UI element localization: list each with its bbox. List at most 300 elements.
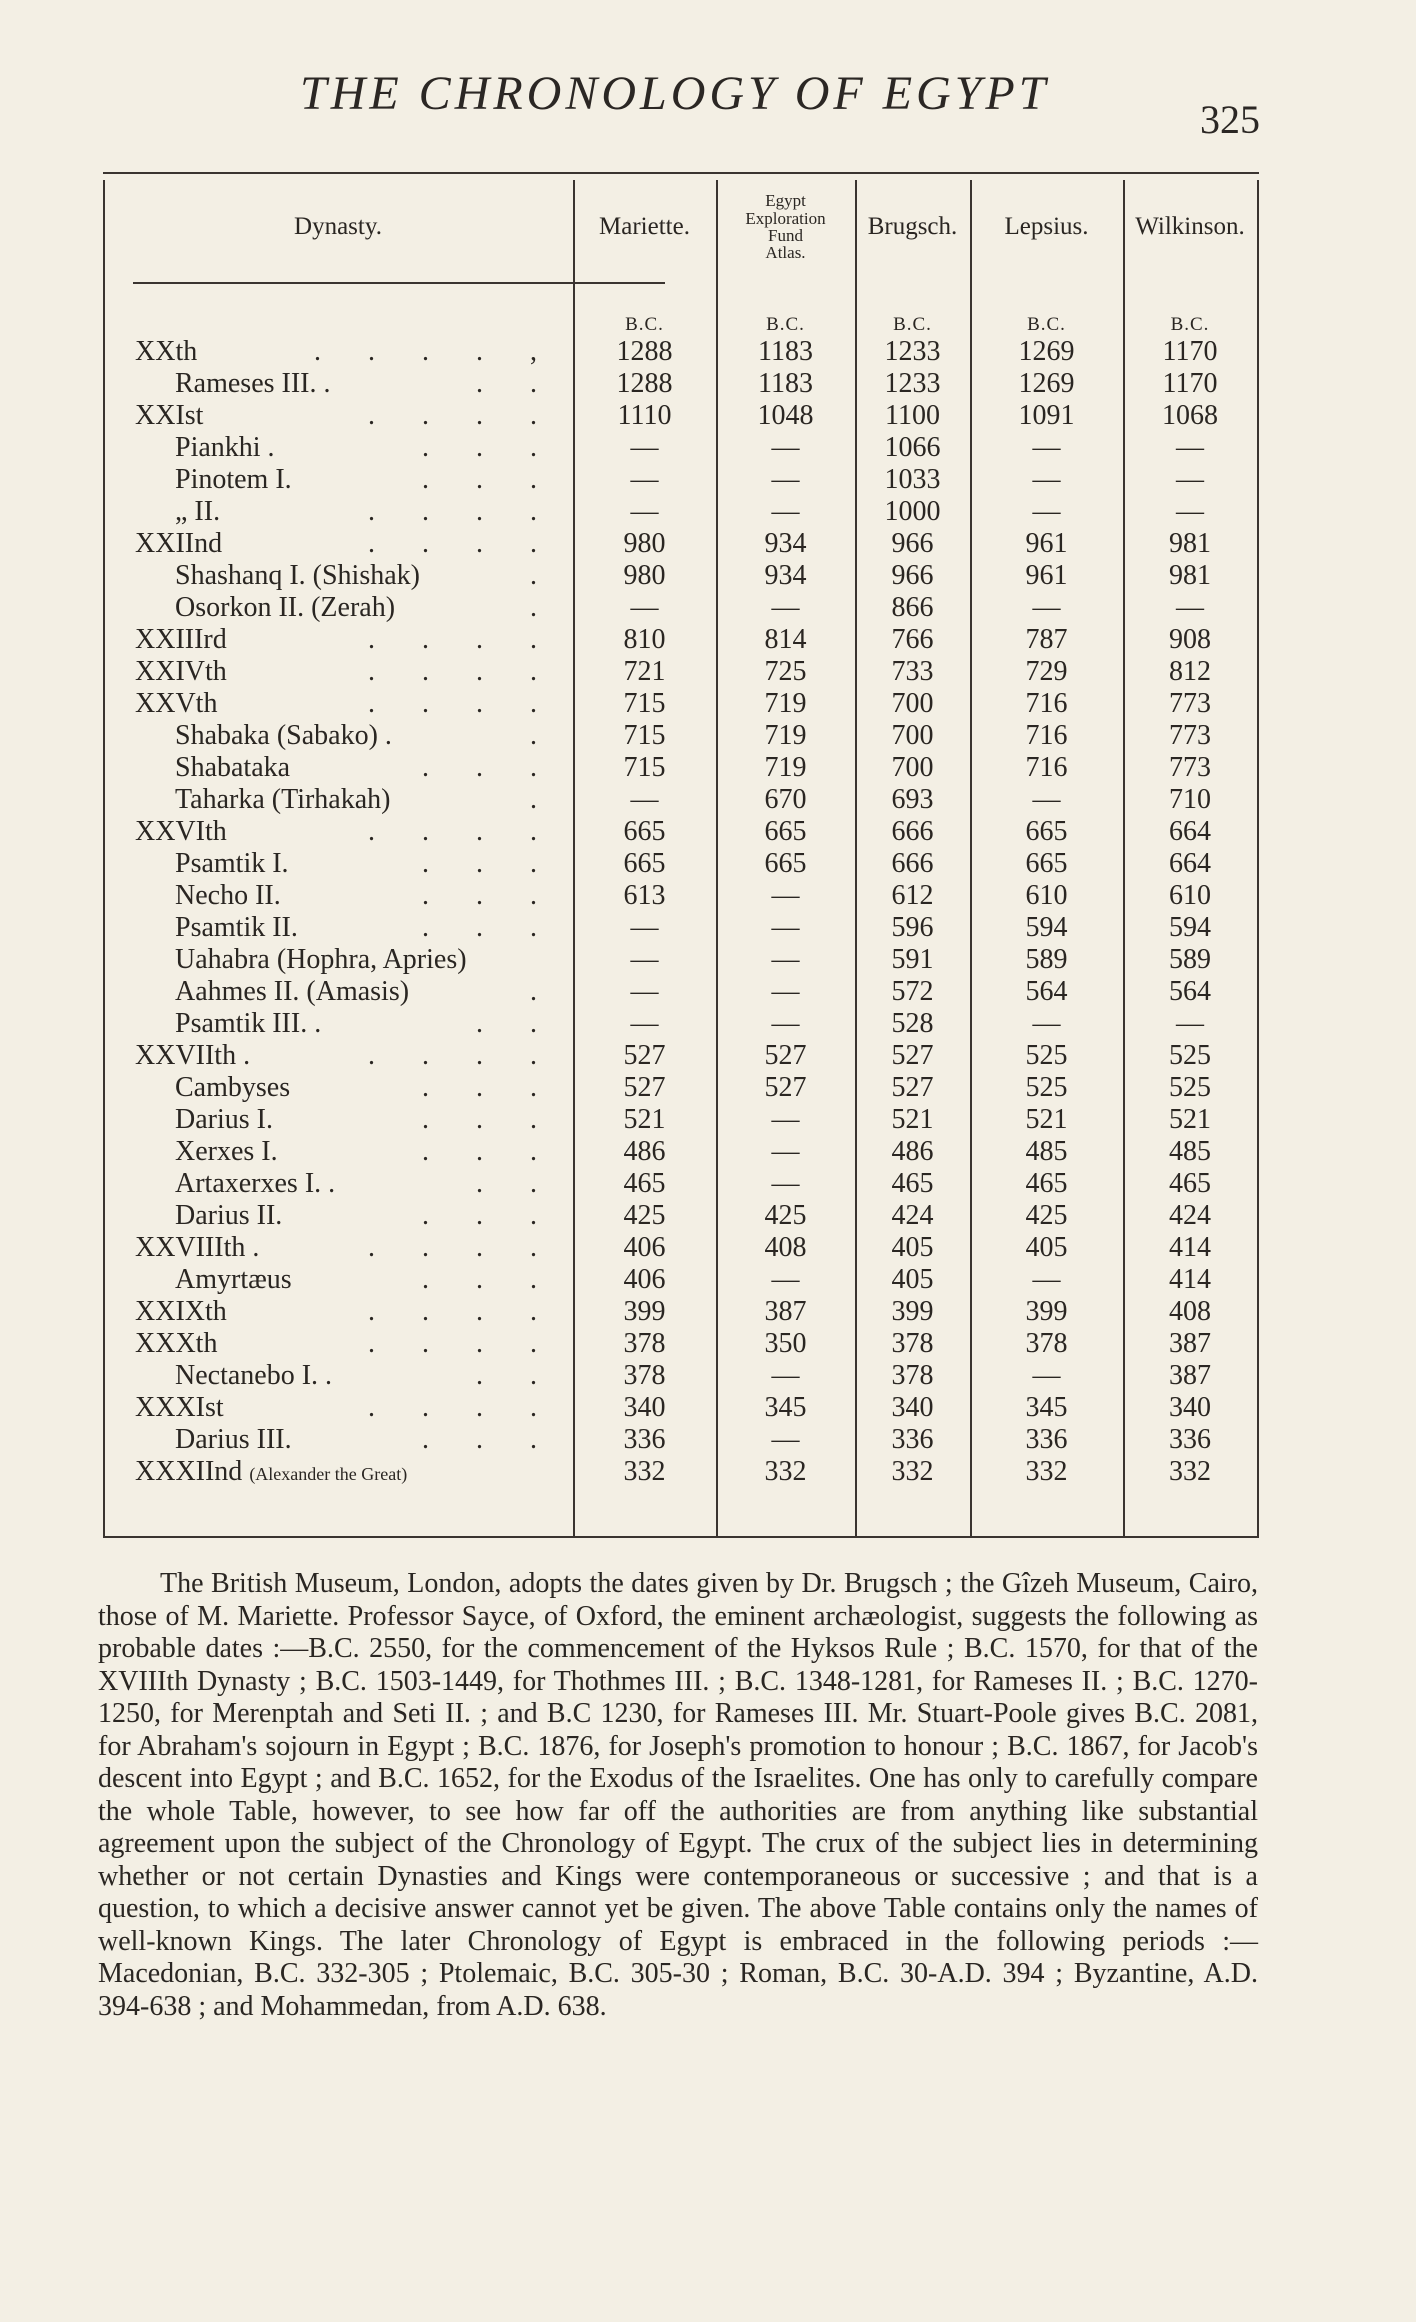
leader-dots: . . . [422, 1136, 557, 1167]
table-cell: — [630, 944, 659, 975]
table-cell: 527 [764, 1040, 807, 1071]
table-cell: 408 [1169, 1296, 1211, 1327]
table-row [135, 464, 565, 496]
table-cell: 414 [1169, 1264, 1211, 1295]
table-cell: 981 [1169, 528, 1211, 559]
table-cell: 866 [891, 592, 934, 623]
table-cell: 340 [1169, 1392, 1211, 1423]
table-row [135, 944, 565, 976]
leader-dots: . . . . [368, 1296, 557, 1327]
leader-dots: . . . [422, 912, 557, 943]
table-cell: 980 [623, 528, 666, 559]
table-cell: — [1032, 432, 1061, 463]
table-cell: 665 [623, 848, 666, 879]
row-name [175, 1360, 332, 1392]
table-cell: 408 [764, 1232, 807, 1263]
table-cell: 591 [891, 944, 934, 975]
dynasty-name-column [135, 336, 565, 1488]
table-cell: 465 [1025, 1168, 1068, 1199]
table-cell: 1170 [1162, 368, 1218, 399]
table-cell: 425 [764, 1200, 807, 1231]
table-cell: 812 [1169, 656, 1211, 687]
row-name-text: Aahmes II. (Amasis) [175, 976, 410, 1007]
table-cell: 378 [1025, 1328, 1068, 1359]
table-cell: 378 [623, 1360, 666, 1391]
table-row [135, 1072, 565, 1104]
row-name-text: Shabaka (Sabako) . [175, 720, 392, 751]
row-name-text: Shashanq I. (Shishak) [175, 560, 420, 591]
leader-dots: . . [476, 1008, 557, 1039]
leader-dots: . . . . [368, 1232, 557, 1263]
table-row [135, 560, 565, 592]
table-cell: 610 [1025, 880, 1068, 911]
table-cell: 715 [623, 720, 666, 751]
table-cell: — [630, 464, 659, 495]
table-cell: — [630, 432, 659, 463]
table-cell: — [771, 1168, 800, 1199]
row-name [175, 912, 298, 944]
table-row [135, 1104, 565, 1136]
table-row [135, 1424, 565, 1456]
table-cell: 486 [891, 1136, 934, 1167]
table-cell: 340 [891, 1392, 934, 1423]
row-name [175, 976, 409, 1008]
table-cell: 527 [764, 1072, 807, 1103]
table-row [135, 1360, 565, 1392]
table-cell: 406 [623, 1264, 666, 1295]
table-row [135, 1456, 565, 1488]
leader-dots: . . . . [368, 656, 557, 687]
row-name [175, 1072, 290, 1104]
row-name [175, 592, 395, 624]
table-cell: 399 [891, 1296, 934, 1327]
table-cell: 336 [891, 1424, 934, 1455]
leader-dots: . [530, 720, 557, 751]
table-cell: 527 [891, 1072, 934, 1103]
table-cell: 387 [764, 1296, 807, 1327]
table-cell: 665 [1025, 848, 1068, 879]
table-cell: 596 [891, 912, 934, 943]
table-cell: 564 [1025, 976, 1068, 1007]
row-name [175, 1008, 321, 1040]
bc-label-brugsch: B.C. [893, 314, 932, 335]
table-cell: — [1032, 592, 1061, 623]
table-row [135, 336, 565, 368]
table-row [135, 528, 565, 560]
table-cell: 814 [764, 624, 807, 655]
row-name-text: Piankhi . [175, 432, 275, 463]
table-row [135, 880, 565, 912]
table-cell: 525 [1169, 1072, 1211, 1103]
row-name-text: XXIXth [135, 1296, 227, 1327]
table-bottom-rule [103, 1536, 1259, 1538]
row-name [175, 432, 275, 464]
leader-dots: . . . [422, 848, 557, 879]
row-name-text: XXIInd [135, 528, 223, 559]
row-name-text: Rameses III. . [175, 368, 331, 399]
table-row [135, 1392, 565, 1424]
row-name [175, 1104, 273, 1136]
table-cell: 670 [764, 784, 807, 815]
row-name-text: Darius I. [175, 1104, 273, 1135]
row-name-text: XXIst [135, 400, 204, 431]
table-cell: — [771, 1264, 800, 1295]
header-egypt-exploration-fund-atlas: Egypt Exploration Fund Atlas. [745, 191, 826, 263]
table-cell: 521 [1169, 1104, 1211, 1135]
table-row [135, 784, 565, 816]
table-cell: 589 [1025, 944, 1068, 975]
table-row [135, 752, 565, 784]
leader-dots: . [530, 592, 557, 623]
row-name [135, 400, 203, 432]
chronology-table [103, 172, 1259, 1538]
table-cell: 610 [1169, 880, 1211, 911]
table-cell: 1000 [884, 496, 941, 527]
row-name-text: Taharka (Tirhakah) [175, 784, 391, 815]
table-cell: 332 [1169, 1456, 1211, 1487]
table-cell: 719 [764, 688, 807, 719]
table-cell: 424 [891, 1200, 934, 1231]
row-name-text: Xerxes I. [175, 1136, 278, 1167]
row-name [175, 1424, 292, 1456]
row-name-text: Psamtik I. [175, 848, 289, 879]
row-name [175, 784, 390, 816]
table-cell: 1068 [1162, 400, 1218, 431]
table-cell: — [771, 592, 800, 623]
table-cell: 787 [1025, 624, 1068, 655]
table-row [135, 400, 565, 432]
table-cell: 1233 [884, 368, 941, 399]
table-cell: 486 [623, 1136, 666, 1167]
table-cell: 766 [891, 624, 934, 655]
table-cell: 525 [1169, 1040, 1211, 1071]
row-name [175, 880, 281, 912]
table-row [135, 976, 565, 1008]
table-row [135, 432, 565, 464]
table-cell: 527 [623, 1072, 666, 1103]
table-cell: 934 [764, 560, 807, 591]
row-name [135, 1232, 259, 1264]
table-cell: 332 [891, 1456, 934, 1487]
leader-dots: . . . [422, 1424, 557, 1455]
table-cell: 665 [1025, 816, 1068, 847]
header-rule [133, 282, 665, 284]
table-cell: 336 [1169, 1424, 1211, 1455]
leader-dots: . . . . [368, 400, 557, 431]
table-cell: 399 [1025, 1296, 1068, 1327]
header-lepsius: Lepsius. [1004, 212, 1089, 240]
table-cell: — [771, 1360, 800, 1391]
table-cell: — [771, 464, 800, 495]
table-cell: — [1032, 1264, 1061, 1295]
leader-dots: . . . [422, 880, 557, 911]
row-name-text: XXVth [135, 688, 218, 719]
table-cell: 613 [623, 880, 666, 911]
leader-dots: . . . [422, 1104, 557, 1135]
table-cell: 405 [891, 1232, 934, 1263]
row-name [175, 752, 290, 784]
table-cell: 665 [764, 848, 807, 879]
table-row [135, 1200, 565, 1232]
table-cell: — [1032, 464, 1061, 495]
table-cell: 1233 [884, 336, 941, 367]
table-row [135, 912, 565, 944]
row-name-text: XXVIIIth . [135, 1232, 260, 1263]
table-cell: 424 [1169, 1200, 1211, 1231]
table-cell: 340 [623, 1392, 666, 1423]
row-name [135, 1456, 407, 1490]
table-cell: — [771, 1136, 800, 1167]
table-cell: — [771, 1008, 800, 1039]
leader-dots: . . . . [368, 496, 557, 527]
table-cell: 981 [1169, 560, 1211, 591]
table-row [135, 624, 565, 656]
bc-label-mariette: B.C. [625, 314, 664, 335]
table-row [135, 848, 565, 880]
leader-dots: . . . . [368, 528, 557, 559]
table-cell: 594 [1169, 912, 1211, 943]
table-cell: 733 [891, 656, 934, 687]
row-name-text: Nectanebo I. . [175, 1360, 333, 1391]
table-cell: 465 [1169, 1168, 1211, 1199]
table-row [135, 368, 565, 400]
table-row [135, 496, 565, 528]
leader-dots: . . . [422, 464, 557, 495]
table-cell: 716 [1025, 752, 1068, 783]
row-name [175, 368, 331, 400]
table-cell: 527 [891, 1040, 934, 1071]
table-cell: 665 [623, 816, 666, 847]
table-cell: 1269 [1018, 368, 1075, 399]
table-cell: 980 [623, 560, 666, 591]
row-name-text: Darius III. [175, 1424, 292, 1455]
row-name [175, 1136, 278, 1168]
row-name-text: Darius II. [175, 1200, 283, 1231]
table-cell: 594 [1025, 912, 1068, 943]
row-name [135, 1040, 250, 1072]
table-cell: 572 [891, 976, 934, 1007]
table-cell: 716 [1025, 688, 1068, 719]
efa-column [716, 336, 855, 1488]
leader-dots: . . [476, 368, 557, 399]
row-name-text: XXIIIrd [135, 624, 227, 655]
row-name-text: XXVIth [135, 816, 227, 847]
table-cell: 1033 [884, 464, 941, 495]
table-cell: — [771, 1104, 800, 1135]
table-cell: 332 [623, 1456, 666, 1487]
table-cell: 425 [623, 1200, 666, 1231]
table-cell: 332 [1025, 1456, 1068, 1487]
leader-dots: . . . . [368, 624, 557, 655]
row-name-text: XXVIIth . [135, 1040, 251, 1071]
row-name [175, 1200, 282, 1232]
row-name-text: „ II. [175, 496, 221, 527]
leader-dots: . . . [422, 752, 557, 783]
leader-dots: . [530, 784, 557, 815]
table-cell: — [771, 1424, 800, 1455]
table-row [135, 656, 565, 688]
table-row [135, 1040, 565, 1072]
table-cell: 399 [623, 1296, 666, 1327]
row-name [135, 528, 222, 560]
table-cell: — [1032, 784, 1061, 815]
table-cell: 810 [623, 624, 666, 655]
table-cell: 1269 [1018, 336, 1075, 367]
table-cell: 710 [1169, 784, 1211, 815]
table-cell: — [1176, 496, 1204, 527]
row-name [175, 848, 289, 880]
table-cell: — [1032, 1360, 1061, 1391]
table-cell: — [771, 944, 800, 975]
table-cell: 521 [623, 1104, 666, 1135]
header-brugsch: Brugsch. [867, 212, 958, 240]
wilkinson-column [1123, 336, 1257, 1488]
table-cell: — [1176, 1008, 1204, 1039]
table-row [135, 1232, 565, 1264]
table-row [135, 720, 565, 752]
table-cell: — [1176, 592, 1204, 623]
row-name [175, 560, 420, 592]
row-name-text: Necho II. [175, 880, 281, 911]
table-cell: 725 [764, 656, 807, 687]
table-cell: 715 [623, 688, 666, 719]
table-row [135, 1008, 565, 1040]
table-cell: 693 [891, 784, 934, 815]
table-cell: 773 [1169, 688, 1211, 719]
table-cell: 525 [1025, 1040, 1068, 1071]
table-cell: 406 [623, 1232, 666, 1263]
table-cell: — [771, 976, 800, 1007]
table-cell: 1170 [1162, 336, 1218, 367]
leader-dots: . . . [422, 1264, 557, 1295]
table-cell: 1110 [617, 400, 672, 431]
leader-dots: . . . . [368, 688, 557, 719]
table-cell: — [1176, 464, 1204, 495]
running-head: THE CHRONOLOGY OF EGYPT [300, 67, 1050, 120]
table-cell: 589 [1169, 944, 1211, 975]
row-name [175, 496, 220, 528]
table-row [135, 1264, 565, 1296]
table-cell: 387 [1169, 1360, 1211, 1391]
row-name-text: Psamtik II. [175, 912, 298, 943]
table-cell: 966 [891, 560, 934, 591]
row-name-text: Uahabra (Hophra, Apries) [175, 944, 467, 975]
row-name-text: XXXIInd [135, 1456, 243, 1487]
row-name-text: XXth [135, 336, 198, 367]
row-name [135, 1392, 224, 1424]
table-row [135, 1168, 565, 1200]
table-cell: 378 [623, 1328, 666, 1359]
table-cell: 332 [764, 1456, 807, 1487]
row-name [175, 1264, 292, 1296]
row-name [175, 464, 292, 496]
table-cell: 485 [1169, 1136, 1211, 1167]
footnote [98, 1568, 1258, 2023]
leader-dots: . . . [422, 1200, 557, 1231]
row-name [135, 1296, 227, 1328]
table-cell: 1091 [1018, 400, 1075, 431]
lepsius-column [970, 336, 1123, 1488]
row-name [175, 944, 467, 976]
leader-dots: . . . [422, 432, 557, 463]
table-cell: — [630, 1008, 659, 1039]
table-row [135, 816, 565, 848]
table-cell: — [771, 912, 800, 943]
row-name [135, 336, 197, 368]
row-name-text: XXXth [135, 1328, 218, 1359]
row-name [175, 720, 392, 752]
table-cell: 700 [891, 752, 934, 783]
table-cell: 1066 [884, 432, 941, 463]
bc-label-lepsius: B.C. [1027, 314, 1066, 335]
leader-dots: . . . . [368, 1392, 557, 1423]
row-name-text: Psamtik III. . [175, 1008, 322, 1039]
table-cell: 773 [1169, 752, 1211, 783]
leader-dots: . . . . [368, 1040, 557, 1071]
table-cell: 961 [1025, 528, 1068, 559]
leader-dots: . . . . , [314, 336, 557, 367]
table-cell: 528 [891, 1008, 934, 1039]
row-name-text: Pinotem I. [175, 464, 292, 495]
table-cell: 378 [891, 1360, 934, 1391]
table-cell: 908 [1169, 624, 1211, 655]
table-cell: — [1032, 496, 1061, 527]
table-cell: — [630, 912, 659, 943]
table-cell: 405 [1025, 1232, 1068, 1263]
table-cell: 525 [1025, 1072, 1068, 1103]
table-cell: 521 [1025, 1104, 1068, 1135]
brugsch-column [855, 336, 970, 1488]
table-cell: 612 [891, 880, 934, 911]
table-row [135, 1328, 565, 1360]
table-cell: 465 [891, 1168, 934, 1199]
table-cell: — [1032, 1008, 1061, 1039]
table-cell: 700 [891, 688, 934, 719]
header-mariette: Mariette. [599, 212, 690, 240]
table-cell: 719 [764, 752, 807, 783]
row-name-text: Osorkon II. (Zerah) [175, 592, 396, 623]
row-name [175, 1168, 335, 1200]
table-cell: 414 [1169, 1232, 1211, 1263]
header-dynasty: Dynasty. [294, 212, 382, 240]
table-cell: 564 [1169, 976, 1211, 1007]
table-cell: 336 [1025, 1424, 1068, 1455]
table-cell: 336 [623, 1424, 666, 1455]
table-cell: 729 [1025, 656, 1068, 687]
table-cell: 716 [1025, 720, 1068, 751]
table-cell: 1183 [758, 368, 813, 399]
table-cell: 485 [1025, 1136, 1068, 1167]
row-name [135, 624, 227, 656]
leader-dots: . . . [422, 1072, 557, 1103]
mariette-column [573, 336, 716, 1488]
col-rule-left [103, 180, 105, 1538]
row-name-note: (Alexander the Great) [249, 1464, 408, 1484]
table-cell: — [630, 592, 659, 623]
header-wilkinson: Wilkinson. [1135, 212, 1245, 240]
table-cell: — [771, 880, 800, 911]
table-row [135, 592, 565, 624]
table-cell: 719 [764, 720, 807, 751]
table-cell: 715 [623, 752, 666, 783]
table-cell: 378 [891, 1328, 934, 1359]
table-cell: 350 [764, 1328, 807, 1359]
row-name-text: Shabataka [175, 752, 291, 783]
leader-dots: . . [476, 1360, 557, 1391]
table-cell: 1288 [616, 336, 673, 367]
row-name-text: Cambyses [175, 1072, 291, 1103]
row-name [135, 656, 227, 688]
